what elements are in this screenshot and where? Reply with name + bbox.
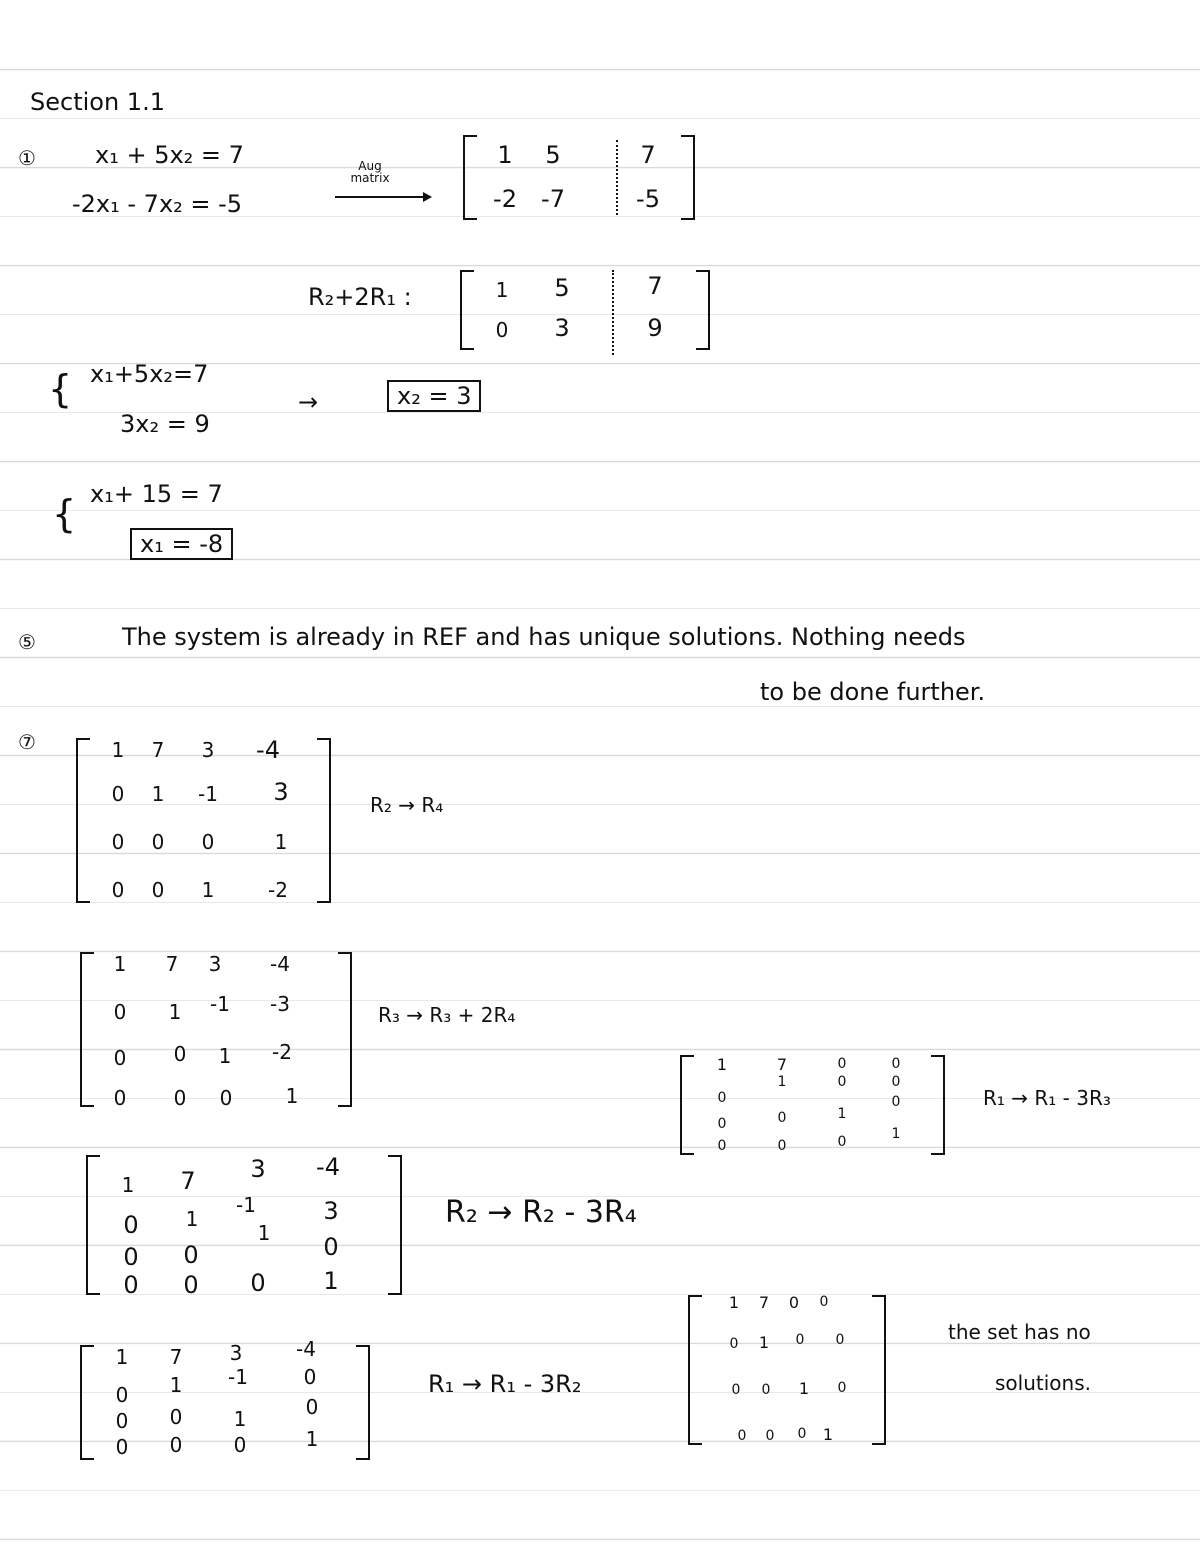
matrix-cell: 5 [545, 141, 561, 169]
matrix-cell: 7 [647, 272, 663, 300]
matrix-cell: 0 [323, 1233, 339, 1261]
row-operation-step-5: R₁ → R₁ - 3R₃ [983, 1086, 1111, 1110]
matrix-cell: 0 [169, 1405, 183, 1429]
row-operation-step-3: R₂ → R₂ - 3R₄ [445, 1195, 637, 1230]
matrix-cell: 0 [835, 1332, 845, 1348]
right-bracket [872, 1295, 886, 1445]
matrix-cell: 1 [285, 1084, 299, 1108]
matrix-cell: 0 [113, 1086, 127, 1110]
matrix-cell: 0 [115, 1383, 129, 1407]
matrix-cell: 0 [891, 1094, 901, 1110]
matrix-cell: 0 [777, 1110, 787, 1126]
matrix-cell: 0 [183, 1271, 199, 1299]
left-bracket [80, 1345, 94, 1460]
matrix-cell: 1 [274, 830, 288, 854]
matrix-cell: 1 [168, 1000, 182, 1024]
matrix-cell: 3 [250, 1155, 266, 1183]
row-operation-step-2: R₃ → R₃ + 2R₄ [378, 1003, 516, 1027]
matrix-cell: 1 [121, 1173, 135, 1197]
equation-2: -2x₁ - 7x₂ = -5 [72, 190, 243, 218]
matrix-step-2 [80, 952, 352, 1110]
matrix-cell: 7 [180, 1167, 196, 1195]
matrix-cell: 0 [305, 1395, 319, 1419]
conclusion-line-2: solutions. [995, 1371, 1091, 1395]
augment-divider [616, 140, 618, 215]
matrix-cell: 0 [837, 1380, 847, 1396]
matrix-cell: 0 [123, 1211, 139, 1239]
matrix-cell: 7 [640, 141, 656, 169]
matrix-cell: 1 [201, 878, 215, 902]
matrix-cell: 3 [323, 1197, 339, 1225]
matrix-cell: 0 [729, 1336, 739, 1352]
matrix-cell: 0 [737, 1428, 747, 1444]
matrix-cell: 5 [554, 274, 570, 302]
x1-result: x₁ = -8 [130, 528, 233, 560]
right-bracket [317, 738, 331, 903]
matrix-cell: 7 [165, 952, 179, 976]
matrix-cell: 1 [728, 1293, 740, 1312]
matrix-cell: 0 [303, 1365, 317, 1389]
matrix-cell: 0 [183, 1241, 199, 1269]
row-operation-step-4: R₁ → R₁ - 3R₂ [428, 1370, 582, 1398]
augment-divider [612, 270, 614, 355]
matrix-cell: 0 [123, 1271, 139, 1299]
matrix-cell: 0 [891, 1074, 901, 1090]
matrix-cell: 1 [305, 1427, 319, 1451]
matrix-cell: 3 [201, 738, 215, 762]
matrix-cell: 0 [837, 1056, 847, 1072]
matrix-cell: 0 [219, 1086, 233, 1110]
matrix-cell: 1 [233, 1407, 247, 1431]
right-bracket [356, 1345, 370, 1460]
matrix-cell: -4 [316, 1153, 340, 1181]
matrix-step-1 [76, 738, 331, 903]
matrix-cell: 7 [169, 1345, 183, 1369]
matrix-cell: -5 [636, 185, 660, 213]
matrix-cell: -2 [268, 878, 288, 902]
left-bracket [76, 738, 90, 903]
matrix-cell: 1 [185, 1207, 199, 1231]
matrix-step-4 [80, 1337, 370, 1460]
matrix-cell: 9 [647, 314, 663, 342]
aug-matrix-arrow-head [423, 192, 432, 202]
matrix-cell: 1 [798, 1379, 810, 1398]
matrix-cell: 3 [554, 314, 570, 342]
problem-number-7: ⑦ [18, 730, 36, 754]
matrix-cell: -2 [493, 185, 517, 213]
matrix-cell: -1 [210, 992, 230, 1016]
matrix-cell: -4 [296, 1337, 316, 1361]
matrix-cell: 0 [731, 1382, 741, 1398]
system-brace-1: { [48, 367, 73, 411]
matrix-cell: -4 [256, 736, 280, 764]
matrix-cell: 0 [111, 782, 125, 806]
matrix-cell: 0 [169, 1433, 183, 1457]
matrix-cell: 1 [777, 1074, 787, 1090]
matrix-cell: 0 [173, 1086, 187, 1110]
matrix-cell: 0 [891, 1056, 901, 1072]
matrix-cell: 1 [891, 1126, 901, 1142]
problem-5-text-line-1: The system is already in REF and has unique solutions. Nothing needs [122, 623, 966, 651]
implies-arrow: → [298, 388, 319, 416]
system-brace-2: { [52, 492, 77, 536]
matrix-cell: 0 [717, 1116, 727, 1132]
matrix-cell: 0 [115, 1409, 129, 1433]
right-bracket [696, 270, 710, 350]
matrix-cell: 1 [716, 1055, 728, 1074]
system-eq-1: x₁+5x₂=7 [90, 360, 209, 388]
augmented-matrix-2 [460, 270, 710, 350]
matrix-cell: -1 [236, 1193, 256, 1217]
matrix-cell: 1 [169, 1373, 183, 1397]
matrix-step-3 [86, 1153, 402, 1299]
matrix-cell: 1 [758, 1333, 770, 1352]
right-bracket [338, 952, 352, 1107]
matrix-cell: -2 [272, 1040, 292, 1064]
matrix-cell: 1 [497, 141, 513, 169]
matrix-cell: 1 [323, 1267, 339, 1295]
matrix-cell: 3 [229, 1341, 243, 1365]
problem-number-5: ⑤ [18, 630, 36, 654]
aug-matrix-arrow-label: Aug matrix [350, 159, 390, 185]
matrix-cell: 0 [151, 830, 165, 854]
matrix-cell: 0 [797, 1426, 807, 1442]
matrix-cell: -1 [198, 782, 218, 806]
equation-1: x₁ + 5x₂ = 7 [95, 141, 244, 169]
matrix-cell: 0 [250, 1269, 266, 1297]
matrix-cell: 0 [111, 830, 125, 854]
left-bracket [80, 952, 94, 1107]
matrix-cell: -3 [270, 992, 290, 1016]
matrix-cell: 0 [837, 1074, 847, 1090]
row-operation-1: R₂+2R₁ : [308, 283, 412, 311]
left-bracket [680, 1055, 694, 1155]
matrix-cell: 7 [758, 1293, 770, 1312]
matrix-cell: 1 [113, 952, 127, 976]
matrix-cell: -1 [228, 1365, 248, 1389]
augmented-matrix-1 [463, 135, 695, 220]
matrix-step-5 [680, 1055, 945, 1155]
row-operation-step-1: R₂ → R₄ [370, 793, 444, 817]
problem-number-1: ① [18, 146, 36, 170]
matrix-cell: 0 [233, 1433, 247, 1457]
matrix-cell: 0 [151, 878, 165, 902]
matrix-cell: 0 [115, 1435, 129, 1459]
right-bracket [681, 135, 695, 220]
matrix-cell: 0 [795, 1332, 805, 1348]
matrix-cell: -7 [541, 185, 565, 213]
matrix-cell: 0 [717, 1138, 727, 1154]
matrix-cell: 0 [495, 318, 509, 342]
x2-result: x₂ = 3 [387, 380, 481, 412]
matrix-cell: 7 [151, 738, 165, 762]
problem-5-text-line-2: to be done further. [760, 678, 986, 706]
matrix-cell: 1 [495, 278, 509, 302]
matrix-cell: 0 [819, 1294, 829, 1310]
right-bracket [388, 1155, 402, 1295]
matrix-cell: 1 [837, 1106, 847, 1122]
left-bracket [463, 135, 477, 220]
matrix-cell: -4 [270, 952, 290, 976]
matrix-cell: 1 [822, 1425, 834, 1444]
matrix-cell: 0 [717, 1090, 727, 1106]
right-bracket [931, 1055, 945, 1155]
matrix-cell: 1 [218, 1044, 232, 1068]
section-title: Section 1.1 [30, 88, 165, 116]
left-bracket [460, 270, 474, 350]
matrix-cell: 0 [777, 1138, 787, 1154]
matrix-cell: 1 [257, 1221, 271, 1245]
matrix-cell: 0 [173, 1042, 187, 1066]
matrix-cell: 0 [765, 1428, 775, 1444]
conclusion-line-1: the set has no [948, 1320, 1091, 1344]
matrix-cell: 0 [113, 1000, 127, 1024]
left-bracket [86, 1155, 100, 1295]
matrix-cell: 0 [123, 1243, 139, 1271]
matrix-cell: 0 [788, 1293, 800, 1312]
matrix-cell: 0 [113, 1046, 127, 1070]
matrix-cell: 0 [837, 1134, 847, 1150]
matrix-cell: 3 [273, 778, 289, 806]
matrix-cell: 0 [111, 878, 125, 902]
matrix-cell: 1 [115, 1345, 129, 1369]
matrix-cell: 3 [208, 952, 222, 976]
matrix-step-6 [688, 1295, 886, 1445]
substitution-eq: x₁+ 15 = 7 [90, 480, 223, 508]
left-bracket [688, 1295, 702, 1445]
matrix-cell: 0 [761, 1382, 771, 1398]
matrix-cell: 0 [201, 830, 215, 854]
aug-matrix-arrow-shaft [335, 196, 423, 198]
system-eq-2: 3x₂ = 9 [120, 410, 210, 438]
matrix-cell: 1 [151, 782, 165, 806]
matrix-cell: 1 [111, 738, 125, 762]
matrix-cell: 7 [776, 1055, 788, 1074]
